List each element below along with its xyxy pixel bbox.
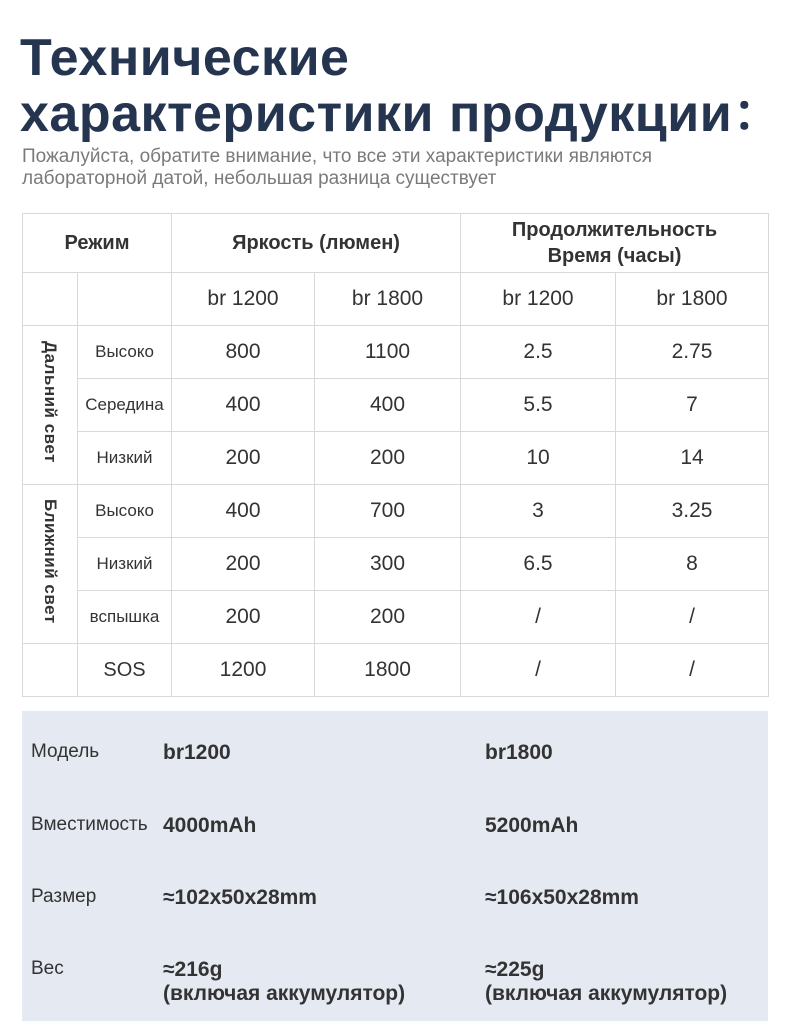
spec-value-br1200: br1200: [163, 741, 231, 764]
spec-value-br1200: [163, 958, 405, 1006]
lumen-br1800-cell: 700: [315, 485, 461, 538]
lumen-br1200-cell: 200: [172, 591, 315, 644]
lumen-br1800-cell: 1100: [315, 326, 461, 379]
mode-cell: Низкий: [78, 538, 172, 591]
table-header-row: [23, 214, 769, 273]
header-duration: [461, 214, 769, 273]
lumen-br1800-cell: 400: [315, 379, 461, 432]
table-row: [23, 379, 769, 432]
header-mode: Режим: [23, 214, 172, 273]
table-subheader-row: [23, 273, 769, 326]
lumen-br1200-cell: 400: [172, 485, 315, 538]
table-row: [23, 538, 769, 591]
page-title-line-1: Технические: [20, 29, 350, 87]
hours-br1200-cell: 3: [461, 485, 616, 538]
hours-br1800-cell: /: [616, 591, 769, 644]
lumen-br1200-cell: 200: [172, 432, 315, 485]
hours-br1200-cell: 10: [461, 432, 616, 485]
page-title-line-2: характеристики продукции：: [20, 85, 785, 143]
lumen-br1800-cell: 300: [315, 538, 461, 591]
subheader-lumen-br1200: br 1200: [172, 273, 315, 326]
group-near-beam-label: Ближний свет: [41, 498, 60, 624]
disclaimer-line-2: лабораторной датой, небольшая разница существует: [22, 168, 497, 189]
lumen-br1800-cell: 200: [315, 591, 461, 644]
lumen-br1200-cell: 200: [172, 538, 315, 591]
spec-label: Вес: [31, 958, 64, 979]
mode-cell: Середина: [78, 379, 172, 432]
weight-note: (включая аккумулятор): [485, 982, 728, 1005]
specs-panel: [22, 711, 768, 1021]
hours-br1800-cell: 14: [616, 432, 769, 485]
disclaimer-line-1: Пожалуйста, обратите внимание, что все эти характеристики являются: [22, 146, 653, 167]
group-far-beam: [23, 326, 78, 485]
hours-br1200-cell: /: [461, 644, 616, 697]
spec-value-br1800: 5200mAh: [485, 814, 579, 837]
subheader-hours-br1200: br 1200: [461, 273, 616, 326]
mode-cell: вспышка: [78, 591, 172, 644]
disclaimer-text: [22, 146, 762, 190]
hours-br1800-cell: 3.25: [616, 485, 769, 538]
spec-label: Модель: [31, 741, 100, 762]
lumen-br1200-cell: 1200: [172, 644, 315, 697]
spec-value-br1800: [485, 958, 727, 1006]
weight-value: ≈225g: [485, 958, 545, 981]
hours-br1800-cell: 2.75: [616, 326, 769, 379]
hours-br1200-cell: 6.5: [461, 538, 616, 591]
table-row: [23, 432, 769, 485]
hours-br1800-cell: 8: [616, 538, 769, 591]
header-duration-line-1: Продолжительность: [511, 219, 718, 241]
mode-cell: SOS: [78, 644, 172, 697]
subheader-hours-br1800: br 1800: [616, 273, 769, 326]
lumen-br1200-cell: 400: [172, 379, 315, 432]
lumen-br1800-cell: 1800: [315, 644, 461, 697]
table-row: [23, 591, 769, 644]
mode-cell: Низкий: [78, 432, 172, 485]
empty-cell: [23, 644, 78, 697]
header-duration-line-2: Время (часы): [547, 245, 682, 267]
page-title: [20, 30, 785, 142]
lumen-br1800-cell: 200: [315, 432, 461, 485]
table-row: [23, 326, 769, 379]
lumen-br1200-cell: 800: [172, 326, 315, 379]
spec-value-br1200: ≈102x50x28mm: [163, 886, 317, 909]
hours-br1200-cell: 2.5: [461, 326, 616, 379]
spec-value-br1800: br1800: [485, 741, 553, 764]
spec-label: Размер: [31, 886, 97, 907]
hours-br1800-cell: /: [616, 644, 769, 697]
hours-br1200-cell: 5.5: [461, 379, 616, 432]
table-row: [23, 644, 769, 697]
group-near-beam: [23, 485, 78, 644]
spec-value-br1800: ≈106x50x28mm: [485, 886, 639, 909]
hours-br1800-cell: 7: [616, 379, 769, 432]
group-far-beam-label: Дальний свет: [41, 341, 60, 463]
hours-br1200-cell: /: [461, 591, 616, 644]
mode-cell: Высоко: [78, 485, 172, 538]
spec-value-br1200: 4000mAh: [163, 814, 257, 837]
weight-note: (включая аккумулятор): [163, 982, 406, 1005]
mode-cell: Высоко: [78, 326, 172, 379]
table-row: [23, 485, 769, 538]
empty-cell: [78, 273, 172, 326]
empty-cell: [23, 273, 78, 326]
subheader-lumen-br1800: br 1800: [315, 273, 461, 326]
performance-table: [22, 213, 769, 697]
header-brightness: Яркость (люмен): [172, 214, 461, 273]
weight-value: ≈216g: [163, 958, 223, 981]
spec-label: Вместимость: [31, 814, 148, 835]
